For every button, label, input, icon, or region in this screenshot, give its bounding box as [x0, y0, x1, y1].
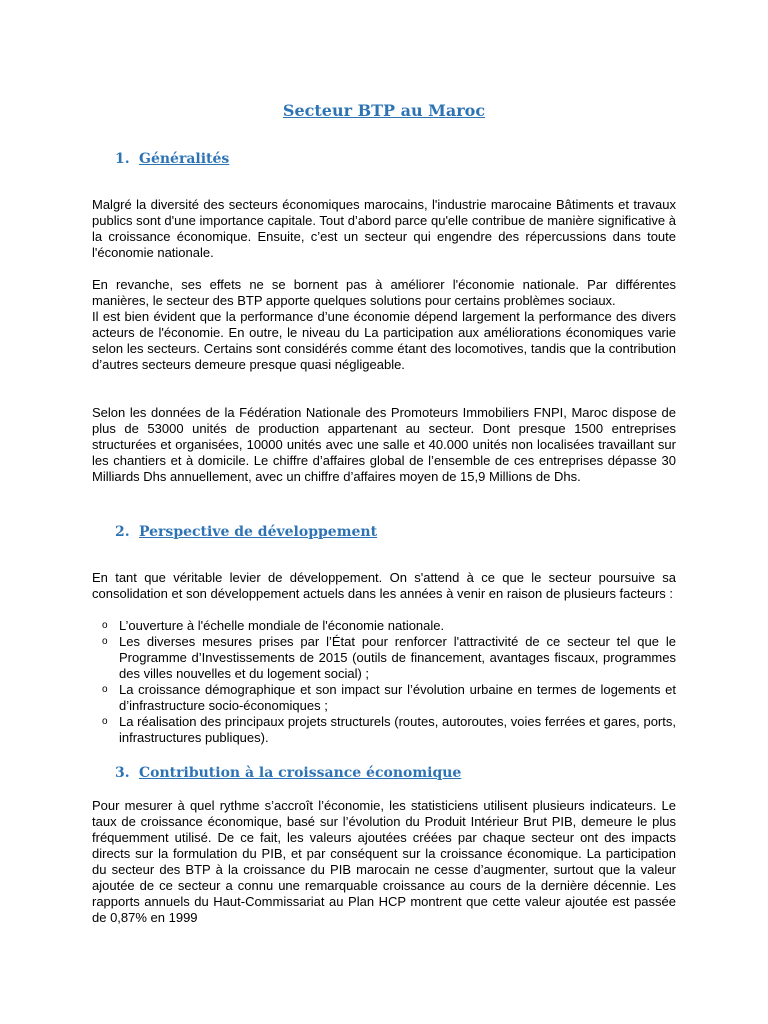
section-title: Généralités	[139, 151, 230, 167]
list-item-text: La réalisation des principaux projets structurels (routes, autoroutes, voies ferrées et gares, ports, infrastructures publiques).	[119, 714, 676, 745]
paragraph: Malgré la diversité des secteurs économiques marocains, l'industrie marocaine Bâtiments et travaux publics sont d'une importance capitale. Tout d’abord parce qu'elle contribue de manière significative à la croissance économique. Ensuite, c’est un secteur qui engendre des répercussions dans toute l'économie nationale.	[92, 197, 676, 260]
paragraph: Selon les données de la Fédération Nationale des Promoteurs Immobiliers FNPI, Maroc dispose de plus de 53000 unités de production appartenant au secteur. Dont presque 1500 entreprises structurées et organisées, 10000 unités avec une salle et 40.000 unités non localisées travaillant sur les chantiers et à domicile. Le chiffre d’affaires global de l’ensemble de ces entreprises dépasse 30 Milliards Dhs annuellement, avec un chiffre d’affaires moyen de 15,9 Millions de Dhs.	[92, 405, 676, 484]
circle-bullet-icon: o	[102, 684, 108, 695]
list-item-text: La croissance démographique et son impact sur l’évolution urbaine en termes de logements et d’infrastructure socio-économiques ;	[119, 682, 676, 713]
paragraph: Pour mesurer à quel rythme s’accroît l’économie, les statisticiens utilisent plusieurs indicateurs. Le taux de croissance économique, basé sur l’évolution du Produit Intérieur Brut PIB, demeure le plus fréquemment utilisé. De ce fait, les valeurs ajoutées créées par chaque secteur ont des impacts directs sur la formulation du PIB, et par conséquent sur la croissance économique. La participation du secteur des BTP à la croissance du PIB marocain ne cesse d’augmenter, surtout que la valeur ajoutée de ce secteur a connu une remarquable croissance au cours de la dernière décennie. Les rapports annuels du Haut-Commissariat au Plan HCP montrent que cette valeur ajoutée est passée de 0,87% en 1999	[92, 798, 676, 925]
section-title: Perspective de développement	[139, 524, 378, 540]
section-heading-contribution	[115, 765, 461, 781]
document-title: Secteur BTP au Maroc	[282, 101, 486, 120]
circle-bullet-icon: o	[102, 620, 108, 631]
section-heading-generalites	[115, 151, 229, 167]
circle-bullet-icon: o	[102, 636, 108, 647]
list-item-text: Les diverses mesures prises par l’État pour renforcer l'attractivité de ce secteur tel que le Programme d’Investissements de 2015 (outils de financement, avantages fiscaux, programmes des villes nouvelles et du logement social) ;	[119, 634, 676, 681]
list-item	[92, 634, 676, 682]
list-item-text: L’ouverture à l'échelle mondiale de l'économie nationale.	[119, 618, 445, 633]
list-item	[92, 682, 676, 714]
section-number: 1.	[115, 151, 130, 167]
section-number: 3.	[115, 765, 130, 781]
section-title: Contribution à la croissance économique	[139, 765, 462, 781]
paragraph: En revanche, ses effets ne se bornent pas à améliorer l'économie nationale. Par différentes manières, le secteur des BTP apporte quelques solutions pour certains problèmes sociaux.	[92, 277, 676, 308]
paragraph: En tant que véritable levier de développement. On s'attend à ce que le secteur poursuive sa consolidation et son développement actuels dans les années à venir en raison de plusieurs facteurs :	[92, 570, 676, 601]
list-item	[92, 618, 676, 634]
bullet-list	[92, 618, 676, 746]
section-heading-perspective	[115, 524, 377, 540]
circle-bullet-icon: o	[102, 716, 108, 727]
section-number: 2.	[115, 524, 130, 540]
list-item	[92, 714, 676, 746]
paragraph: Il est bien évident que la performance d’une économie dépend largement la performance des divers acteurs de l'économie. En outre, le niveau du La participation aux améliorations économiques varie selon les secteurs. Certains sont considérés comme étant des locomotives, tandis que la contribution d’autres secteurs demeure presque quasi négligeable.	[92, 309, 676, 372]
